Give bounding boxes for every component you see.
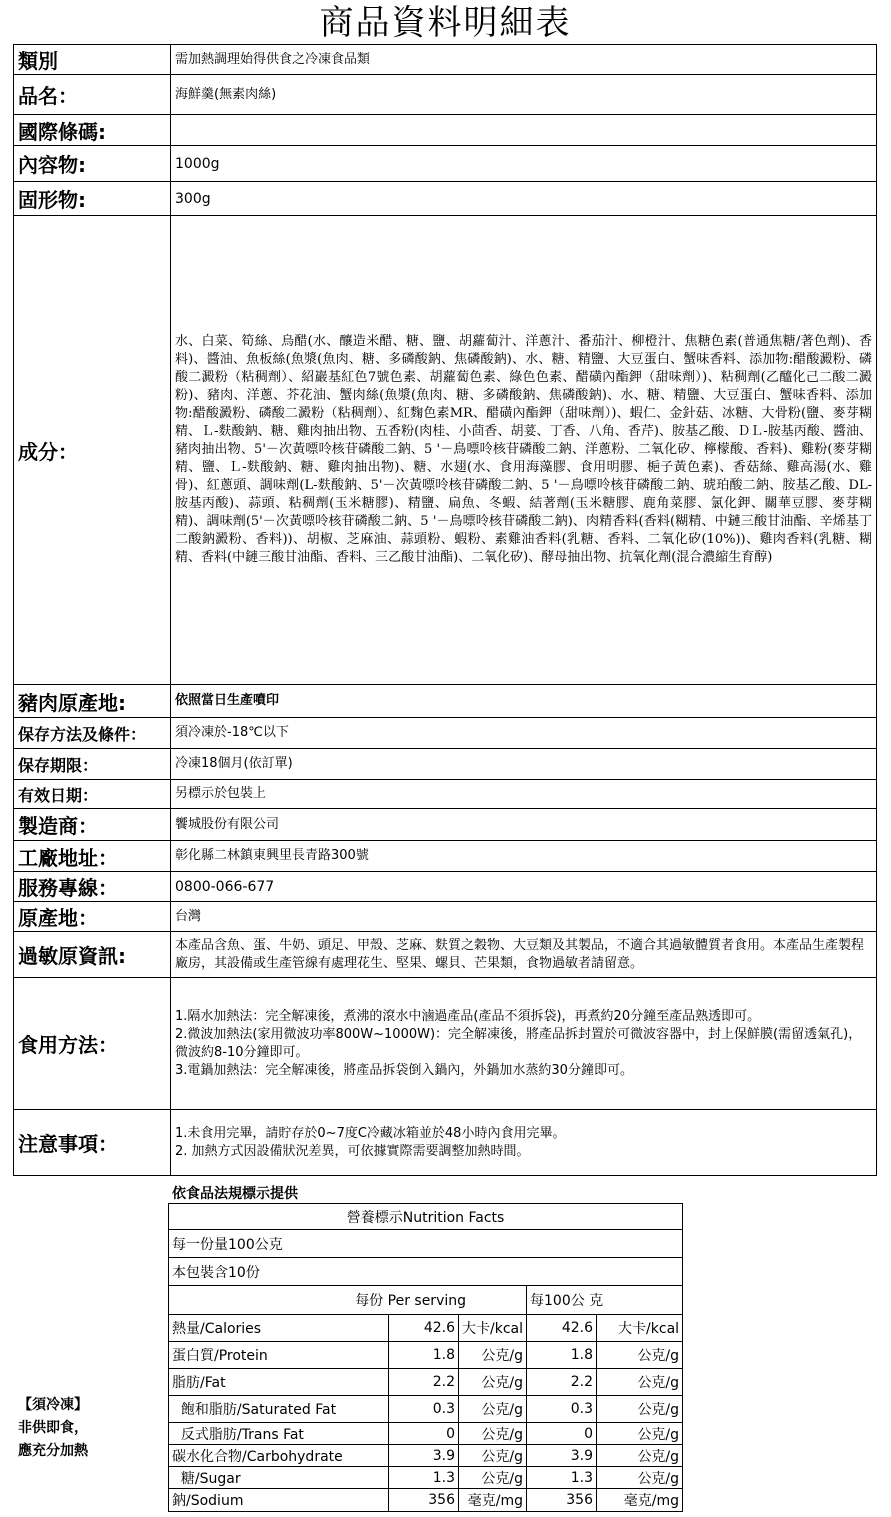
label-solids: 固形物: — [14, 182, 171, 216]
nutrient-name: 鈉/Sodium — [169, 1489, 389, 1512]
row-category — [14, 45, 877, 75]
value-solids: 300g — [171, 182, 877, 216]
value-barcode — [171, 115, 877, 146]
per-serving-unit: 公克/g — [459, 1396, 527, 1423]
per-100-value: 356 — [527, 1489, 597, 1512]
label-ingredients: 成分： — [14, 216, 171, 685]
row-origin — [14, 902, 877, 932]
serving-row — [169, 1230, 683, 1258]
nutrition-row — [169, 1423, 683, 1445]
label-pork-origin: 豬肉原產地: — [14, 685, 171, 718]
servings-row — [169, 1258, 683, 1286]
label-usage: 食用方法： — [14, 978, 171, 1110]
value-allergen: 本產品含魚、蛋、牛奶、頭足、甲殼、芝麻、麩質之穀物、大豆類及其製品，不適合其過敏體質者食用。本產品生產製程廠房，其設備或生產管線有處理花生、堅果、螺貝、芒果類，食物過敏者請留意。 — [171, 932, 877, 978]
nutrition-row — [169, 1489, 683, 1512]
usage-line: 1.隔水加熱法：完全解凍後，煮沸的滾水中滷過產品(產品不須拆袋)，再煮約20分鐘至產品熟透即可。 — [175, 1008, 761, 1024]
col-per-100: 每100公 克 — [527, 1286, 683, 1315]
value-category: 需加熱調理始得供食之冷凍食品類 — [171, 45, 877, 75]
value-expiry: 另標示於包裝上 — [171, 780, 877, 809]
per-serving-value: 0 — [389, 1423, 459, 1445]
per-100-unit: 公克/g — [597, 1342, 683, 1369]
per-100-value: 3.9 — [527, 1445, 597, 1467]
value-pork-origin: 依照當日生產噴印 — [171, 685, 877, 718]
per-100-unit: 公克/g — [597, 1369, 683, 1396]
value-maker: 饗城股份有限公司 — [171, 809, 877, 841]
value-usage — [171, 978, 877, 1110]
row-solids — [14, 182, 877, 216]
per-100-value: 1.8 — [527, 1342, 597, 1369]
nutrition-row — [169, 1467, 683, 1489]
page-title: 商品資料明細表 — [319, 3, 572, 43]
serving-size: 每一份量100公克 — [169, 1230, 683, 1258]
row-address — [14, 841, 877, 872]
row-ingredients — [14, 216, 877, 685]
col-per-serving: 每份 Per serving — [169, 1286, 527, 1315]
per-100-unit: 公克/g — [597, 1396, 683, 1423]
per-100-value: 2.2 — [527, 1369, 597, 1396]
value-hotline: 0800-066-677 — [171, 872, 877, 902]
row-notice — [14, 1110, 877, 1176]
per-serving-unit: 公克/g — [459, 1467, 527, 1489]
nutrition-title: 營養標示Nutrition Facts — [169, 1204, 683, 1230]
row-usage — [14, 978, 877, 1110]
per-100-value: 1.3 — [527, 1467, 597, 1489]
nutrient-name: 飽和脂肪/Saturated Fat — [169, 1396, 389, 1423]
per-100-value: 42.6 — [527, 1315, 597, 1342]
per-serving-value: 42.6 — [389, 1315, 459, 1342]
side-note — [18, 1394, 88, 1463]
row-maker — [14, 809, 877, 841]
label-allergen: 過敏原資訊: — [14, 932, 171, 978]
notice-line: 2. 加熱方式因設備狀況差異，可依據實際需要調整加熱時間。 — [175, 1143, 530, 1159]
row-storage — [14, 718, 877, 749]
nutrient-name: 蛋白質/Protein — [169, 1342, 389, 1369]
per-serving-unit: 大卡/kcal — [459, 1315, 527, 1342]
label-maker: 製造商： — [14, 809, 171, 841]
value-origin: 台灣 — [171, 902, 877, 932]
usage-line: 2.微波加熱法(家用微波功率800W~1000W)：完全解凍後，將產品拆封置於可微波容器中，封上保鮮膜(需留透氣孔)，微波約8-10分鐘即可。 — [175, 1026, 862, 1060]
label-barcode: 國際條碼: — [14, 115, 171, 146]
per-serving-value: 356 — [389, 1489, 459, 1512]
label-origin: 原產地： — [14, 902, 171, 932]
label-expiry: 有效日期： — [14, 780, 171, 809]
label-shelf-life: 保存期限： — [14, 749, 171, 780]
value-content: 1000g — [171, 146, 877, 182]
label-address: 工廠地址： — [14, 841, 171, 872]
label-category: 類別 — [14, 45, 171, 75]
per-serving-value: 1.8 — [389, 1342, 459, 1369]
nutrition-caption: 依食品法規標示提供 — [172, 1186, 298, 1202]
per-serving-unit: 毫克/mg — [459, 1489, 527, 1512]
nutrition-header-row — [169, 1286, 683, 1315]
per-serving-value: 3.9 — [389, 1445, 459, 1467]
per-100-value: 0.3 — [527, 1396, 597, 1423]
side-note-line: 應充分加熱 — [18, 1443, 88, 1459]
row-shelf-life — [14, 749, 877, 780]
row-allergen — [14, 932, 877, 978]
nutrition-row — [169, 1396, 683, 1423]
row-name — [14, 75, 877, 115]
nutrient-name: 反式脂肪/Trans Fat — [169, 1423, 389, 1445]
nutrient-name: 糖/Sugar — [169, 1467, 389, 1489]
per-serving-value: 2.2 — [389, 1369, 459, 1396]
nutrient-name: 熱量/Calories — [169, 1315, 389, 1342]
per-100-unit: 公克/g — [597, 1445, 683, 1467]
nutrition-row — [169, 1445, 683, 1467]
per-serving-unit: 公克/g — [459, 1342, 527, 1369]
notice-line: 1.未食用完畢，請貯存於0~7度C冷藏冰箱並於48小時內食用完畢。 — [175, 1125, 566, 1141]
per-serving-value: 0.3 — [389, 1396, 459, 1423]
usage-line: 3.電鍋加熱法：完全解凍後，將產品拆袋倒入鍋內，外鍋加水蒸約30分鐘即可。 — [175, 1062, 633, 1078]
label-hotline: 服務專線： — [14, 872, 171, 902]
nutrient-name: 脂肪/Fat — [169, 1369, 389, 1396]
row-expiry — [14, 780, 877, 809]
value-shelf-life: 冷凍18個月(依訂單) — [171, 749, 877, 780]
nutrition-table — [168, 1203, 683, 1512]
nutrient-name: 碳水化合物/Carbohydrate — [169, 1445, 389, 1467]
per-100-unit: 公克/g — [597, 1467, 683, 1489]
side-note-line: 非供即食， — [18, 1420, 88, 1436]
spec-table — [13, 44, 877, 1176]
nutrition-row — [169, 1342, 683, 1369]
per-100-unit: 公克/g — [597, 1423, 683, 1445]
value-address: 彰化縣二林鎮東興里長青路300號 — [171, 841, 877, 872]
value-notice — [171, 1110, 877, 1176]
row-pork-origin — [14, 685, 877, 718]
nutrition-row — [169, 1315, 683, 1342]
per-100-value: 0 — [527, 1423, 597, 1445]
value-ingredients: 水、白菜、筍絲、烏醋(水、釀造米醋、糖、鹽、胡蘿蔔汁、洋蔥汁、番茄汁、柳橙汁、焦糖色素(普通焦糖/著色劑)、香料)、醬油、魚板絲(魚漿(魚肉、糖、多磷酸鈉、焦磷酸鈉)、水、糖、精鹽、大豆蛋白、蟹味香料、添加物:醋酸澱粉、磷酸二澱粉（粘稠劑）、紹巖基紅色7號色素、胡蘿蔔色素、綠色色素、醋磺內酯鉀（甜味劑）)、粘稠劑(乙醯化己二酸二澱粉)、豬肉、洋蔥、芥花油、蟹肉絲(魚漿(魚肉、糖、多磷酸鈉、焦磷酸鈉)、水、糖、精鹽、大豆蛋白、蟹味香料、添加物:醋酸澱粉、磷酸二澱粉（粘稠劑）、紅麴色素MR、醋磺內酯鉀（甜味劑）)、蝦仁、金針菇、冰糖、大骨粉(鹽、麥芽糊精、Ｌ-麩酸鈉、糖、雞肉抽出物、五香粉(肉桂、小茴香、胡荽、丁香、八角、香芹)、胺基乙酸、ＤＬ-胺基丙酸、醬油、豬肉抽出物、5'－次黃嘌呤核苷磷酸二鈉、5 '－鳥嘌呤核苷磷酸二鈉、洋蔥粉、二氧化矽、檸檬酸、香料)、雞粉(麥芽糊精、鹽、Ｌ-麩酸鈉、糖、雞肉抽出物)、糖、水翅(水、食用海藻膠、食用明膠、梔子黃色素)、香菇絲、雞高湯(水、雞骨)、紅蔥頭、調味劑(L-麩酸鈉、5'－次黃嘌呤核苷磷酸二鈉、5 '－鳥嘌呤核苷磷酸二鈉、琥珀酸二鈉、胺基乙酸、DL-胺基丙酸)、蒜頭、粘稠劑(玉米糖膠)、精鹽、扁魚、冬蝦、結著劑(玉米糖膠、鹿角菜膠、氯化鉀、關華豆膠、麥芽糊精)、調味劑(5'－次黃嘌呤核苷磷酸二鈉、5 '－鳥嘌呤核苷磷酸二鈉)、肉精香料(香料(糊精、中鏈三酸甘油酯、辛烯基丁二酸鈉澱粉、香料))、胡椒、芝麻油、蒜頭粉、蝦粉、素雞油香料(乳糖、香料、二氧化矽(10%))、雞肉香料(乳糖、糊精、香料(中鏈三酸甘油酯、香料、三乙酸甘油酯)、二氧化矽)、酵母抽出物、抗氧化劑(混合濃縮生育醇) — [171, 216, 877, 685]
per-serving-unit: 公克/g — [459, 1369, 527, 1396]
value-storage: 須冷凍於-18℃以下 — [171, 718, 877, 749]
value-name: 海鮮羹(無素肉絲) — [171, 75, 877, 115]
per-100-unit: 毫克/mg — [597, 1489, 683, 1512]
row-content — [14, 146, 877, 182]
row-barcode — [14, 115, 877, 146]
nutrition-title-row — [169, 1204, 683, 1230]
side-note-line: 【須冷凍】 — [18, 1397, 88, 1413]
servings-per-package: 本包裝含10份 — [169, 1258, 683, 1286]
per-100-unit: 大卡/kcal — [597, 1315, 683, 1342]
per-serving-unit: 公克/g — [459, 1423, 527, 1445]
nutrition-row — [169, 1369, 683, 1396]
label-name: 品名： — [14, 75, 171, 115]
label-notice: 注意事項： — [14, 1110, 171, 1176]
label-content: 內容物: — [14, 146, 171, 182]
label-storage: 保存方法及條件： — [14, 718, 171, 749]
per-serving-value: 1.3 — [389, 1467, 459, 1489]
row-hotline — [14, 872, 877, 902]
per-serving-unit: 公克/g — [459, 1445, 527, 1467]
